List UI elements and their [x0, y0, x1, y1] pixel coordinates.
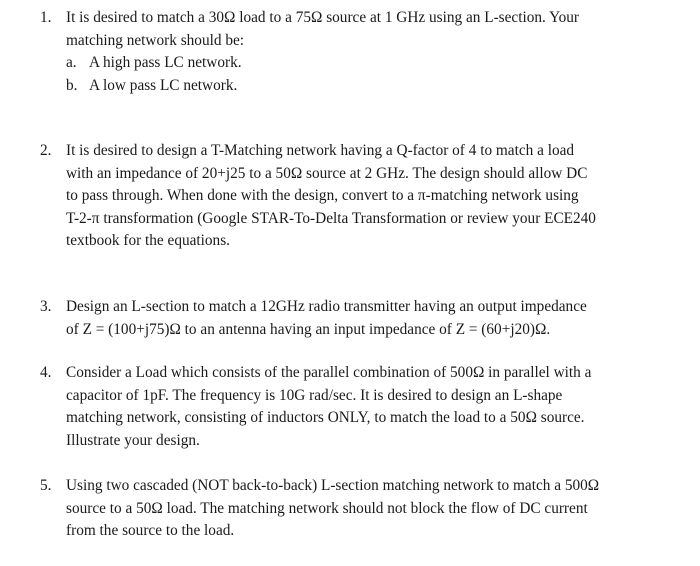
problem-text: [66, 140, 660, 253]
problem-3: [40, 296, 660, 341]
problem-5: [40, 475, 660, 543]
subitem-a: [66, 52, 660, 75]
subitem-letter: b.: [66, 76, 78, 94]
problem-line: capacitor of 1pF. The frequency is 10G rad/sec. It is desired to design an L-shape: [66, 386, 563, 404]
problem-line: Using two cascaded (NOT back-to-back) L-section matching network to match a 500Ω: [66, 477, 600, 494]
subitem-text: A low pass LC network.: [89, 76, 238, 94]
problem-number: 2.: [40, 142, 52, 159]
problem-number: 5.: [40, 477, 52, 494]
problem-line: matching network should be:: [66, 31, 245, 49]
problem-number: 4.: [40, 364, 52, 381]
problem-line: T-2-π transformation (Google STAR-To-Delta Transformation or review your ECE240: [66, 209, 596, 227]
problem-line: Design an L-section to match a 12GHz radio transmitter having an output impedance: [66, 298, 587, 315]
problem-line: matching network, consisting of inductors ONLY, to match the load to a 50Ω source.: [66, 409, 585, 426]
problem-1: [40, 7, 660, 97]
problem-line: textbook for the equations.: [66, 232, 230, 249]
problem-line: Consider a Load which consists of the parallel combination of 500Ω in parallel with a: [66, 364, 592, 381]
problem-2: [40, 140, 660, 253]
problem-line: It is desired to match a 30Ω load to a 75Ω source at 1 GHz using an L-section. Your: [66, 9, 579, 26]
problem-number: 3.: [40, 298, 52, 315]
problem-line: It is desired to design a T-Matching network having a Q-factor of 4 to match a load: [66, 142, 575, 159]
problem-text: [66, 362, 660, 452]
problem-line: from the source to the load.: [66, 522, 235, 539]
problem-4: [40, 362, 660, 452]
problem-line: with an impedance of 20+j25 to a 50Ω source at 2 GHz. The design should allow DC: [66, 164, 588, 182]
problem-number: 1.: [40, 9, 52, 26]
subitem-letter: a.: [66, 54, 77, 71]
problem-text: [66, 296, 660, 341]
problem-line: to pass through. When done with the design, convert to a π-matching network using: [66, 187, 579, 204]
subitem-b: [66, 75, 660, 98]
subitem-text: A high pass LC network.: [89, 54, 242, 71]
problem-line: source to a 50Ω load. The matching network should not block the flow of DC current: [66, 499, 588, 517]
problem-text: [66, 475, 660, 543]
problem-line: Illustrate your design.: [66, 431, 200, 449]
problem-text: [66, 7, 660, 97]
problem-line: of Z = (100+j75)Ω to an antenna having an input impedance of Z = (60+j20)Ω.: [66, 320, 551, 338]
